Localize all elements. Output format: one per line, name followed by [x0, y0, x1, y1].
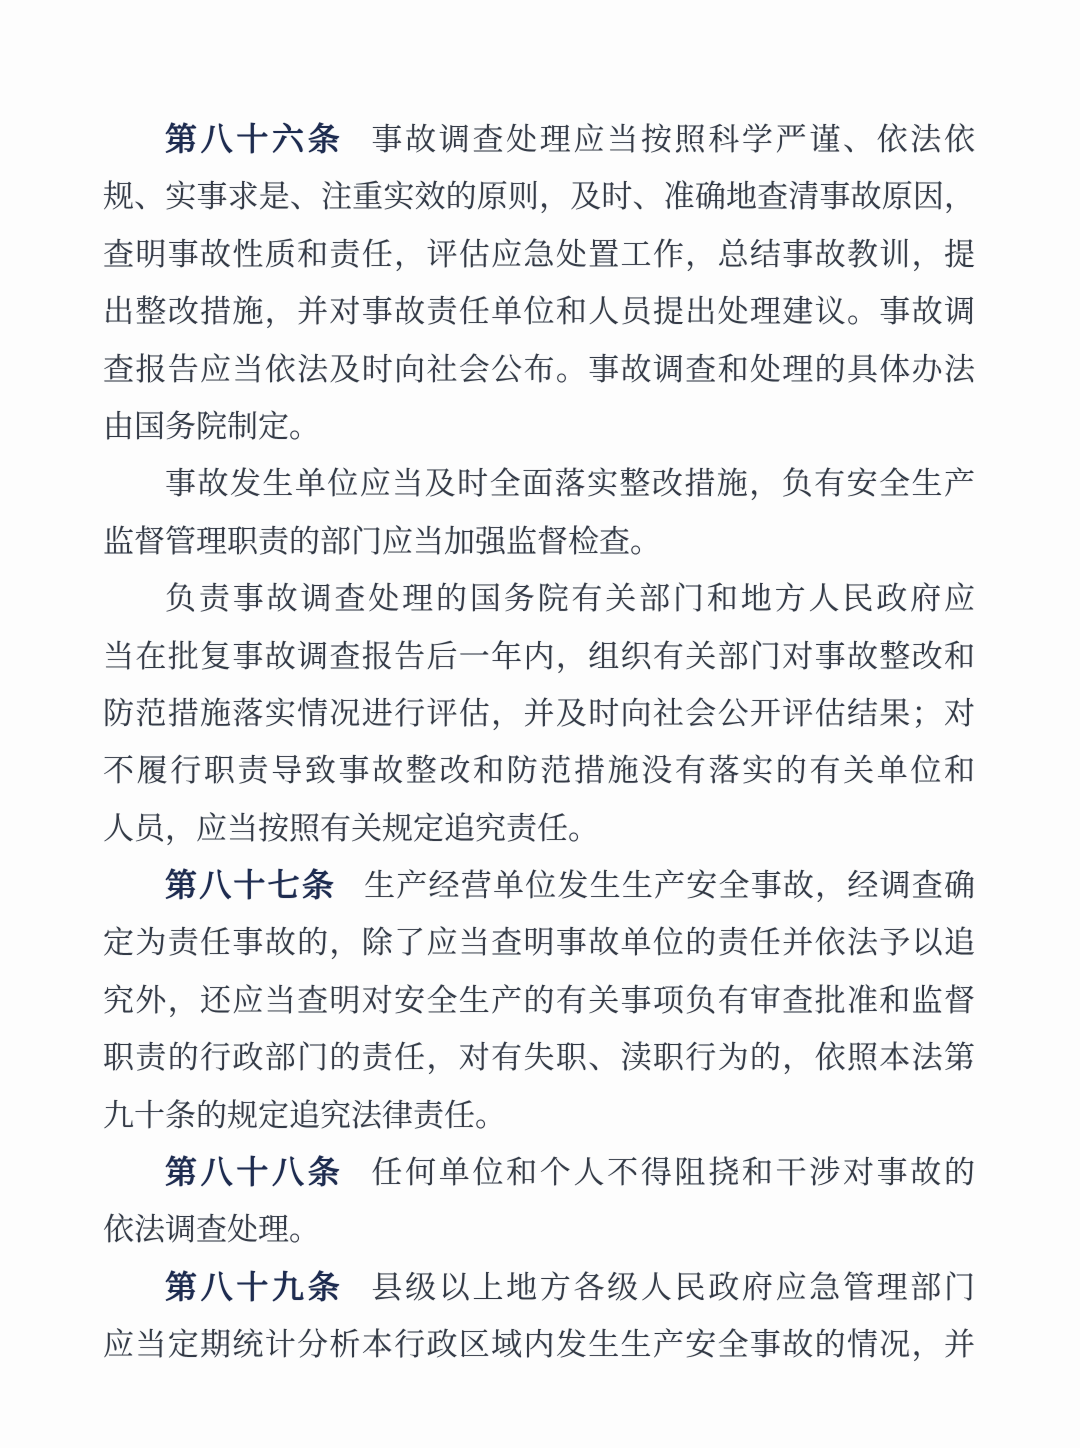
article-number: 第八十八条 — [165, 1154, 344, 1191]
line-text: 生产经营单位发生生产安全事故，经调查确 — [364, 868, 975, 904]
text-line: 由国务院制定。 — [103, 408, 320, 444]
text-line: 规、实事求是、注重实效的原则，及时、准确地查清事故原因， — [103, 179, 975, 215]
text-line: 应当定期统计分析本行政区域内发生生产安全事故的情况，并 — [103, 1327, 975, 1363]
text-line — [103, 1259, 975, 1316]
text-line — [103, 857, 975, 914]
text-line: 职责的行政部门的责任，对有失职、渎职行为的，依照本法第 — [103, 1040, 975, 1076]
line-text: 县级以上地方各级人民政府应急管理部门 — [371, 1269, 975, 1305]
text-line: 当在批复事故调查报告后一年内，组织有关部门对事故整改和 — [103, 638, 975, 674]
text-line: 负责事故调查处理的国务院有关部门和地方人民政府应 — [165, 581, 975, 617]
article-number: 第八十六条 — [165, 121, 344, 157]
text-line — [103, 111, 975, 168]
line-text: 事故调查处理应当按照科学严谨、依法依 — [371, 122, 975, 157]
text-line: 查明事故性质和责任，评估应急处置工作，总结事故教训，提 — [103, 236, 975, 272]
article-number: 第八十七条 — [165, 867, 337, 904]
text-line: 人员，应当按照有关规定追究责任。 — [103, 810, 599, 846]
text-line — [103, 1144, 975, 1201]
text-line: 事故发生单位应当及时全面落实整改措施，负有安全生产 — [165, 466, 975, 502]
text-line: 防范措施落实情况进行评估，并及时向社会公开评估结果；对 — [103, 695, 975, 731]
text-line: 查报告应当依法及时向社会公布。事故调查和处理的具体办法 — [103, 351, 975, 387]
text-line: 定为责任事故的，除了应当查明事故单位的责任并依法予以追 — [103, 925, 975, 961]
text-line: 监督管理职责的部门应当加强监督检查。 — [103, 523, 661, 559]
text-line: 出整改措施，并对事故责任单位和人员提出处理建议。事故调 — [103, 294, 975, 330]
text-line: 九十条的规定追究法律责任。 — [103, 1097, 506, 1133]
line-text: 任何单位和个人不得阻挠和干涉对事故的 — [371, 1155, 975, 1191]
article-number: 第八十九条 — [165, 1268, 344, 1305]
text-line: 不履行职责导致事故整改和防范措施没有落实的有关单位和 — [103, 753, 975, 789]
text-line: 依法调查处理。 — [103, 1212, 320, 1248]
text-block — [103, 111, 975, 1374]
text-line: 究外，还应当查明对安全生产的有关事项负有审查批准和监督 — [103, 982, 975, 1018]
